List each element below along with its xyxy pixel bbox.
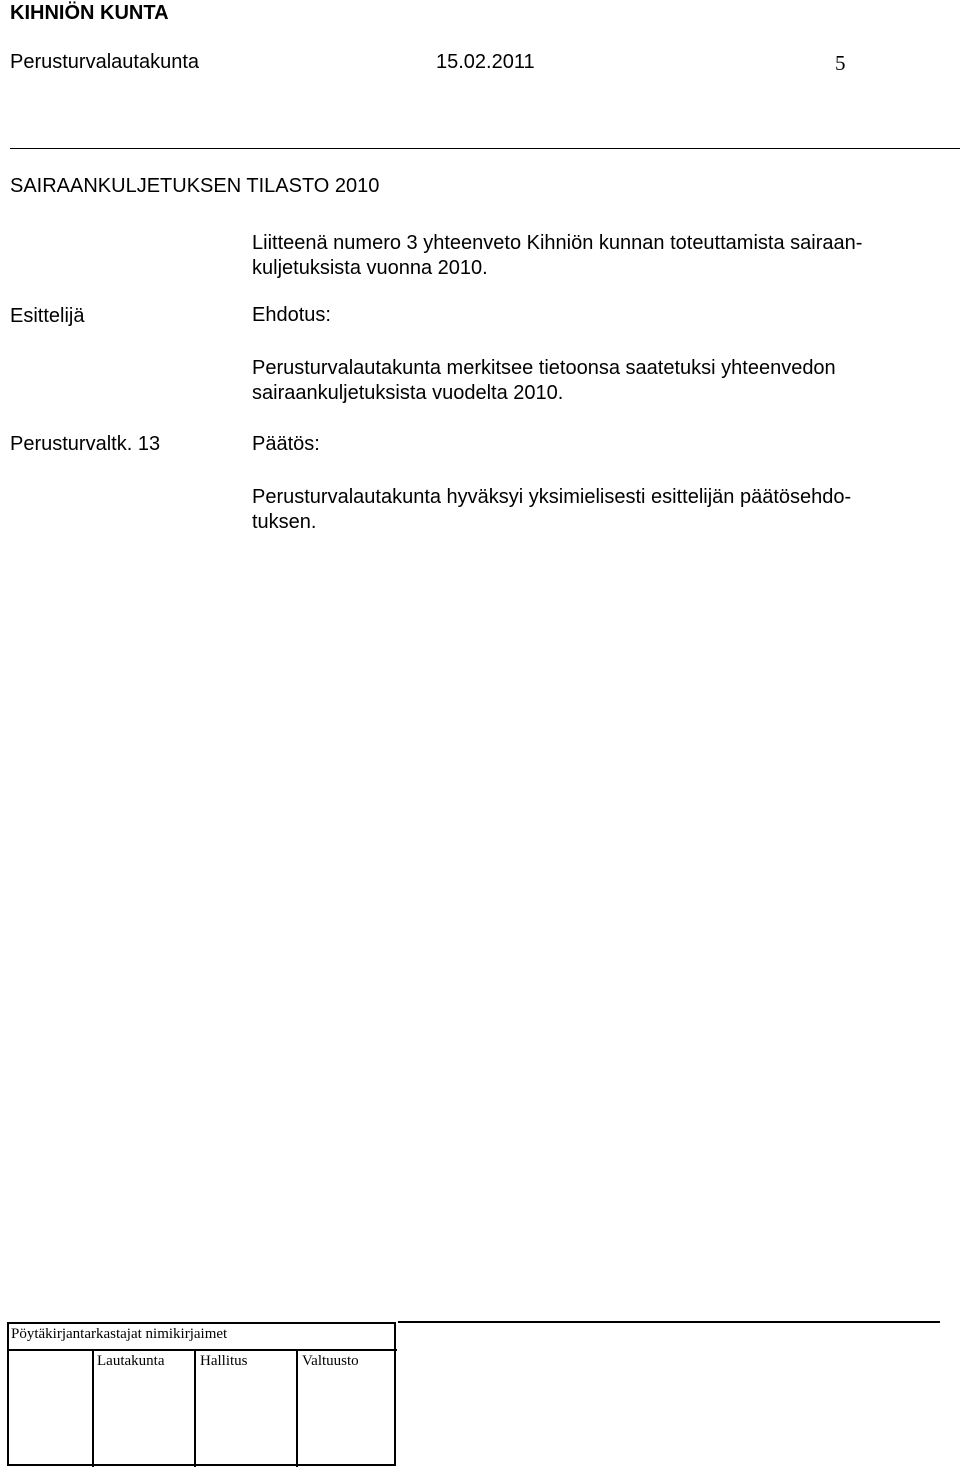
proposal-line-1: Perusturvalautakunta merkitsee tietoonsa saatetuksi yhteenvedon: [252, 357, 836, 379]
initials-column-divider: [194, 1349, 196, 1467]
organization-name: KIHNIÖN KUNTA: [10, 2, 169, 24]
initials-table-header-divider: [7, 1349, 397, 1351]
decision-line-2: tuksen.: [252, 511, 317, 533]
footer-rule: [398, 1321, 940, 1323]
proposal-heading: Ehdotus:: [252, 304, 331, 326]
section-reference: Perusturvaltk. 13: [10, 433, 161, 455]
initials-table: [7, 1322, 396, 1466]
board-name: Perusturvalautakunta: [10, 51, 200, 73]
page-number: 5: [835, 51, 846, 75]
column-board: Lautakunta: [97, 1353, 165, 1369]
decision-heading: Päätös:: [252, 433, 320, 455]
header-divider: [10, 148, 960, 149]
meeting-date: 15.02.2011: [436, 51, 535, 73]
initials-column-divider: [296, 1349, 298, 1467]
column-council: Valtuusto: [302, 1353, 359, 1369]
decision-line-1: Perusturvalautakunta hyväksyi yksimielisesti esittelijän päätösehdo-: [252, 486, 852, 508]
intro-line-2: kuljetuksista vuonna 2010.: [252, 257, 488, 279]
section-title: SAIRAANKULJETUKSEN TILASTO 2010: [10, 175, 380, 197]
intro-line-1: Liitteenä numero 3 yhteenveto Kihniön kunnan toteuttamista sairaan-: [252, 232, 863, 254]
column-government: Hallitus: [200, 1353, 248, 1369]
initials-column-divider: [92, 1349, 94, 1467]
presenter-label: Esittelijä: [10, 305, 85, 327]
proposal-line-2: sairaankuljetuksista vuodelta 2010.: [252, 382, 564, 404]
initials-table-title: Pöytäkirjantarkastajat nimikirjaimet: [11, 1326, 228, 1342]
